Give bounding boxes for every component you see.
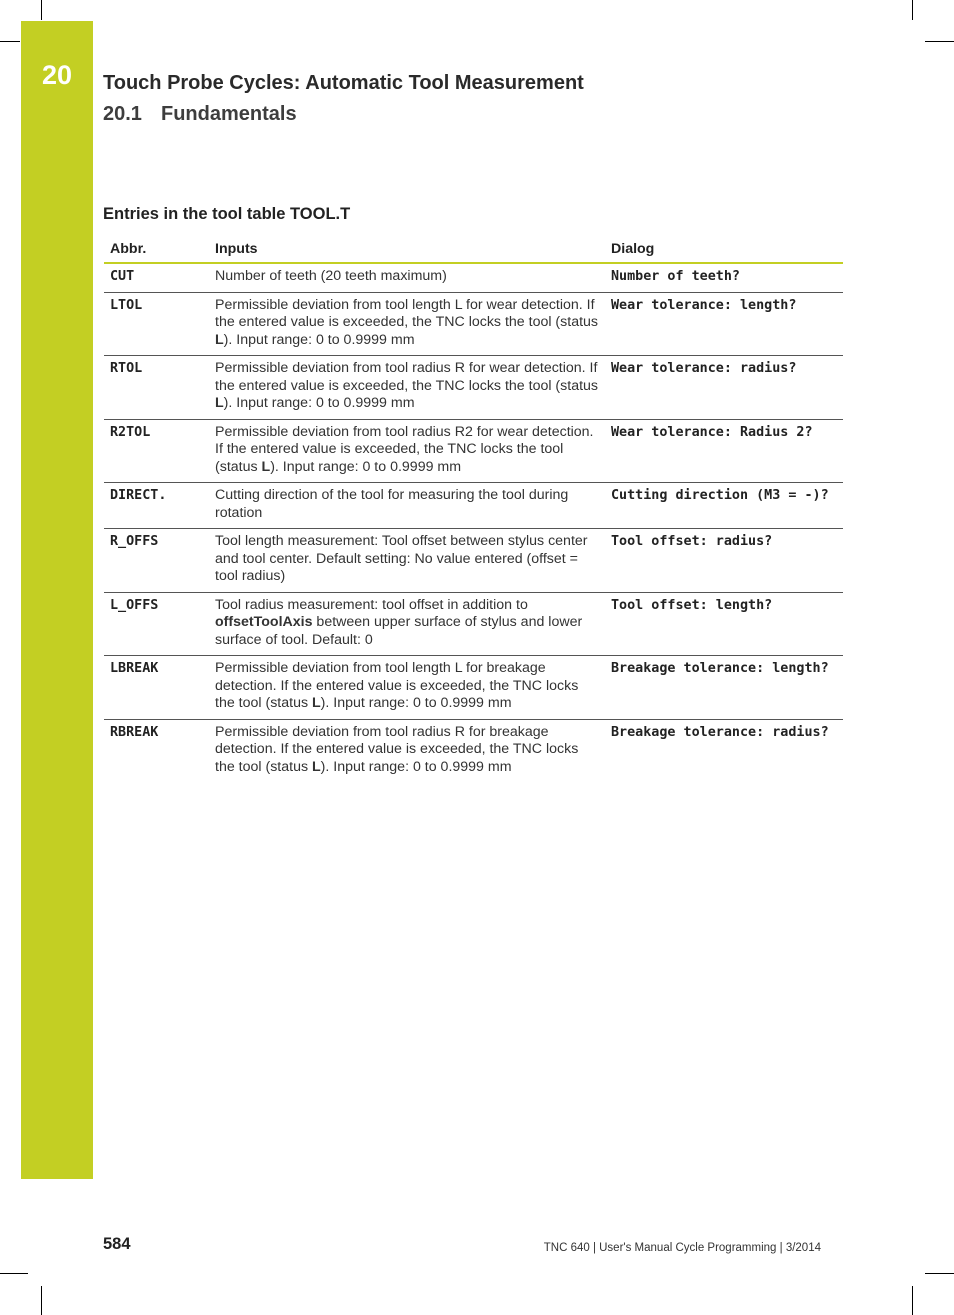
inputs-text: ). Input range: 0 to 0.9999 mm <box>223 395 415 411</box>
footer-text: TNC 640 | User's Manual Cycle Programming | 3/2014 <box>543 1242 821 1254</box>
abbr-cell: LTOL <box>104 292 209 356</box>
dialog-cell: Breakage tolerance: length? <box>605 656 843 720</box>
table-row <box>104 656 843 720</box>
table-row <box>104 592 843 656</box>
table-row <box>104 719 843 782</box>
inputs-cell <box>209 263 605 292</box>
tool-table <box>104 238 843 782</box>
crop-mark <box>912 1286 913 1315</box>
table-heading: Entries in the tool table TOOL.T <box>103 205 351 223</box>
abbr-cell: LBREAK <box>104 656 209 720</box>
inputs-text: Permissible deviation from tool radius R2 for wear detection. If the entered value is exceeded, the TNC locks the tool (status <box>215 423 594 475</box>
section-name: Fundamentals <box>161 103 297 125</box>
inputs-text: ). Input range: 0 to 0.9999 mm <box>320 758 512 775</box>
chapter-number: 20 <box>41 60 73 90</box>
chapter-sidebar <box>21 21 93 1179</box>
table-row <box>104 292 843 356</box>
status-code: L <box>261 458 271 475</box>
page-number: 584 <box>103 1235 131 1253</box>
table-row <box>104 529 843 593</box>
inputs-cell <box>209 529 605 593</box>
crop-mark <box>912 0 913 20</box>
dialog-cell: Cutting direction (M3 = -)? <box>605 483 843 529</box>
abbr-cell: CUT <box>104 263 209 292</box>
inputs-cell <box>209 592 605 656</box>
crop-mark <box>0 41 20 42</box>
dialog-cell: Tool offset: length? <box>605 592 843 656</box>
crop-mark <box>925 1273 954 1274</box>
parameter-name: offsetToolAxis <box>215 614 313 630</box>
inputs-text: Permissible deviation from tool length L for breakage detection. If the entered value is exceeded, the TNC locks the tool (status <box>215 660 579 711</box>
table-row <box>104 419 843 483</box>
inputs-text: ). Input range: 0 to 0.9999 mm <box>270 458 462 475</box>
inputs-cell <box>209 419 605 483</box>
status-code: L <box>215 395 224 411</box>
status-code: L <box>312 758 321 775</box>
crop-mark <box>41 1286 42 1315</box>
abbr-cell: RTOL <box>104 356 209 420</box>
abbr-cell: R_OFFS <box>104 529 209 593</box>
crop-mark <box>925 41 954 42</box>
section-title <box>103 103 297 126</box>
inputs-text: ). Input range: 0 to 0.9999 mm <box>320 695 512 711</box>
table-row <box>104 483 843 529</box>
inputs-cell <box>209 292 605 356</box>
abbr-cell: L_OFFS <box>104 592 209 656</box>
inputs-cell <box>209 356 605 420</box>
inputs-text: Permissible deviation from tool radius R for wear detection. If the entered value is exceeded, the TNC locks the tool (status <box>215 360 599 394</box>
inputs-text: Tool length measurement: Tool offset between stylus center and tool center. Default setting: No value entered (offset = tool radius) <box>215 533 588 584</box>
dialog-cell: Wear tolerance: Radius 2? <box>605 419 843 483</box>
status-code: L <box>215 331 224 348</box>
chapter-title: Touch Probe Cycles: Automatic Tool Measurement <box>103 72 584 94</box>
status-code: L <box>312 695 321 711</box>
abbr-cell: DIRECT. <box>104 483 209 529</box>
abbr-cell: R2TOL <box>104 419 209 483</box>
crop-mark <box>41 0 42 20</box>
table-row <box>104 263 843 292</box>
dialog-cell: Breakage tolerance: radius? <box>611 724 829 740</box>
inputs-cell <box>209 483 605 529</box>
inputs-text: Cutting direction of the tool for measuring the tool during rotation <box>215 487 569 521</box>
inputs-text: Number of teeth (20 teeth maximum) <box>215 268 447 284</box>
inputs-cell <box>209 719 605 782</box>
column-header-dialog: Dialog <box>605 238 843 263</box>
inputs-text: Permissible deviation from tool length L for wear detection. If the entered value is exceeded, the TNC locks the tool (status <box>215 296 599 330</box>
table-row <box>104 356 843 420</box>
column-header-abbr: Abbr. <box>104 238 209 263</box>
inputs-cell <box>209 656 605 720</box>
dialog-cell: Tool offset: radius? <box>605 529 843 593</box>
dialog-cell: Number of teeth? <box>605 263 843 292</box>
table-header-row <box>104 238 843 263</box>
inputs-text: Permissible deviation from tool radius R for breakage detection. If the entered value is exceeded, the TNC locks the tool (status <box>215 723 579 775</box>
column-header-inputs: Inputs <box>209 238 605 263</box>
section-number: 20.1 <box>103 103 142 125</box>
inputs-text: between upper surface of stylus and lower surface of tool. Default: 0 <box>215 614 583 648</box>
inputs-text: ). Input range: 0 to 0.9999 mm <box>223 331 415 348</box>
dialog-cell: Wear tolerance: length? <box>605 292 843 356</box>
dialog-cell: Wear tolerance: radius? <box>605 356 843 420</box>
crop-mark <box>0 1273 28 1274</box>
inputs-text: Tool radius measurement: tool offset in addition to <box>215 596 528 613</box>
abbr-cell: RBREAK <box>110 724 159 740</box>
